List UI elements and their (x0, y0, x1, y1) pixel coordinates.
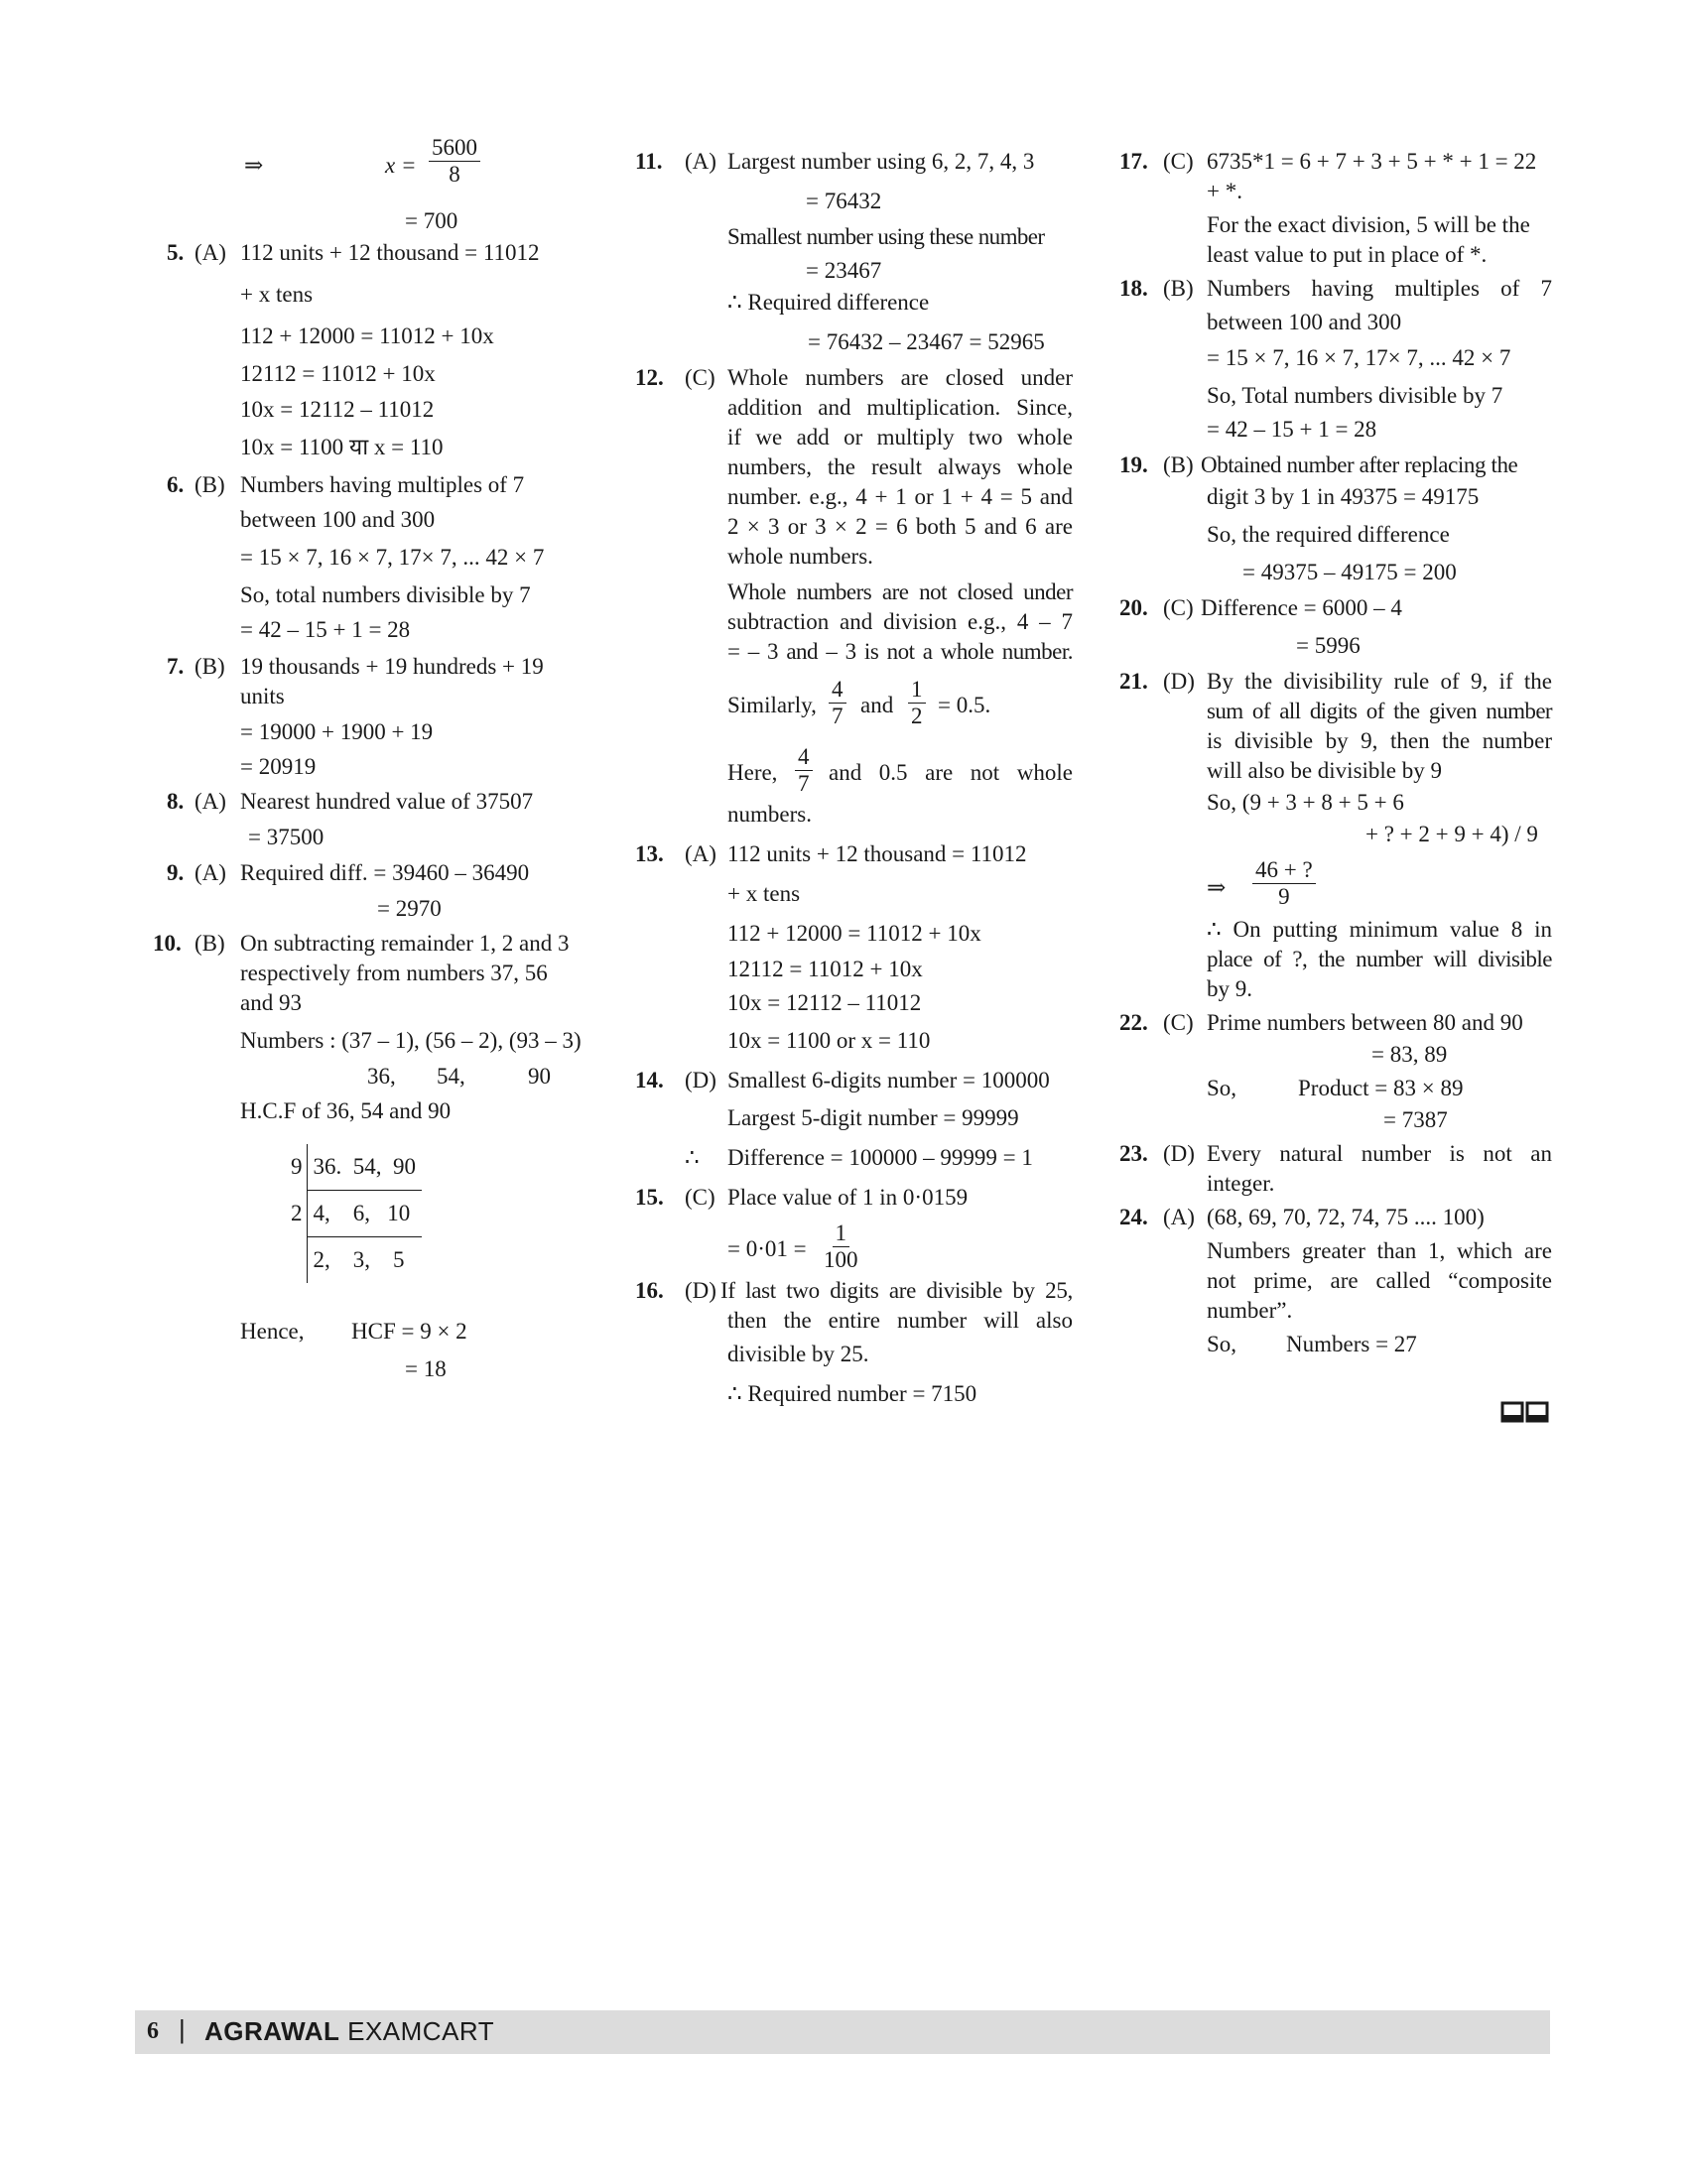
question-number: 5. (167, 240, 185, 265)
line: ∴ Required difference (727, 290, 930, 315)
question-number: 15. (635, 1185, 664, 1210)
fraction-denominator: 7 (798, 771, 810, 796)
answer-16 (635, 1276, 1077, 1306)
line: ∴ On putting minimum value 8 in (1207, 917, 1552, 942)
line: = 15 × 7, 16 × 7, 17× 7, ... 42 × 7 (240, 545, 545, 570)
answer-option: (B) (1163, 452, 1194, 477)
line: = 700 (405, 208, 458, 233)
answer-19 (1119, 450, 1556, 480)
text: Similarly, (727, 693, 817, 717)
answer-option: (A) (195, 860, 226, 885)
implies-symbol: ⇒ (244, 153, 264, 178)
line: = 42 – 15 + 1 = 28 (1207, 417, 1377, 442)
line: = 5996 (1296, 633, 1361, 658)
line: digit 3 by 1 in 49375 = 49175 (1207, 484, 1480, 509)
text: Difference = 100000 – 99999 = 1 (727, 1145, 1033, 1170)
answer-option: (C) (685, 1185, 715, 1210)
line: = 18 (405, 1356, 447, 1381)
text: 19 thousands + 19 hundreds + 19 (240, 654, 544, 679)
answer-option: (A) (685, 841, 716, 866)
question-number: 9. (167, 860, 185, 885)
answer-option: (C) (1163, 595, 1194, 620)
line: H.C.F of 36, 54 and 90 (240, 1098, 452, 1123)
answer-option: (D) (685, 1278, 716, 1303)
line: 10x = 12112 – 11012 (240, 397, 435, 422)
question-number: 10. (153, 931, 182, 956)
text: On subtracting remainder 1, 2 and 3 (240, 931, 570, 956)
text: Largest number using 6, 2, 7, 4, 3 (727, 149, 1035, 174)
fraction-numerator: 5600 (429, 135, 480, 162)
column-2 (635, 139, 1077, 1409)
page-number: 6 (147, 2018, 159, 2044)
line: 112 + 12000 = 11012 + 10x (727, 921, 981, 946)
line: ∴ Required number = 7150 (727, 1381, 977, 1406)
line: So, total numbers divisible by 7 (240, 582, 531, 607)
answer-option: (A) (195, 789, 226, 814)
answer-option: (B) (195, 472, 225, 497)
fraction-numerator: 46 + ? (1252, 857, 1316, 884)
line: is divisible by 9, then the number (1207, 728, 1552, 753)
line: + *. (1207, 179, 1242, 203)
text: Hence, (240, 1319, 305, 1344)
line: = 49375 – 49175 = 200 (1242, 560, 1457, 584)
text: Nearest hundred value of 37507 (240, 789, 534, 814)
answer-option: (D) (1163, 669, 1195, 694)
line: 2 × 3 or 3 × 2 = 6 both 5 and 6 are (727, 514, 1073, 539)
question-number: 17. (1119, 149, 1148, 174)
line: between 100 and 300 (240, 507, 436, 532)
line: So, Total numbers divisible by 7 (1207, 383, 1503, 408)
answer-option: (A) (1163, 1205, 1195, 1229)
text: Product = 83 × 89 (1298, 1076, 1464, 1100)
line: numbers. (727, 802, 812, 827)
text: By the divisibility rule of 9, if the (1207, 669, 1552, 694)
line: So, the required difference (1207, 522, 1450, 547)
fraction-numerator: 1 (908, 677, 926, 704)
line: then the entire number will also (727, 1308, 1073, 1333)
text: Numbers having multiples of 7 (240, 472, 525, 497)
question-number: 24. (1119, 1205, 1148, 1229)
implies-symbol: ⇒ (1207, 875, 1227, 900)
text: 90 (528, 1064, 551, 1089)
answer-option: (B) (195, 931, 225, 956)
line: 10x = 12112 – 11012 (727, 990, 922, 1015)
text: 112 units + 12 thousand = 11012 (240, 240, 540, 265)
dividend-row: 36. 54, 90 (307, 1144, 422, 1191)
line: Numbers greater than 1, which are (1207, 1238, 1552, 1263)
line: Smallest number using these number (727, 224, 1045, 249)
answer-7 (149, 652, 585, 682)
fraction (821, 1220, 861, 1273)
text: 6735*1 = 6 + 7 + 3 + 5 + * + 1 = 22 (1207, 149, 1537, 174)
text: = 0·01 = (727, 1236, 807, 1261)
line: if we add or multiply two whole (727, 425, 1073, 450)
fraction (795, 744, 813, 797)
brand-part-1: AGRAWAL (204, 2016, 340, 2046)
text: = 0.5. (938, 693, 991, 717)
end-of-section-icon (1500, 1401, 1550, 1423)
fraction (829, 677, 846, 729)
line: by 9. (1207, 976, 1252, 1001)
text: 112 units + 12 thousand = 11012 (727, 841, 1027, 866)
line: = 20919 (240, 754, 317, 779)
line: So, (9 + 3 + 8 + 5 + 6 (1207, 790, 1404, 815)
line: and 93 (240, 990, 302, 1015)
fraction (429, 135, 480, 188)
column-1 (149, 135, 585, 1384)
answer-15 (635, 1183, 1077, 1213)
line: divisible by 25. (727, 1342, 869, 1366)
line: subtraction and division e.g., 4 – 7 (727, 609, 1073, 634)
answer-12 (635, 363, 1077, 393)
dividend-row: 4, 6, 10 (307, 1191, 422, 1237)
line (149, 1062, 585, 1092)
answer-21 (1119, 667, 1556, 697)
text: Place value of 1 in 0·0159 (727, 1185, 969, 1210)
text: Required diff. = 39460 – 36490 (240, 860, 530, 885)
line: sum of all digits of the given number (1207, 699, 1552, 723)
fraction-denominator: 7 (832, 704, 844, 728)
line: = 76432 – 23467 = 52965 (808, 329, 1045, 354)
text: Whole numbers are closed under (727, 365, 1073, 390)
line: 12112 = 11012 + 10x (240, 361, 436, 386)
text: 36, (367, 1064, 396, 1089)
line: = – 3 and – 3 is not a whole number. (727, 639, 1073, 664)
line: = 76432 (806, 189, 882, 213)
line: + x tens (727, 881, 801, 906)
line (1119, 1330, 1556, 1359)
text: Numbers = 27 (1286, 1332, 1417, 1356)
text: So, (1207, 1332, 1237, 1356)
line: integer. (1207, 1171, 1275, 1196)
line: 10x = 1100 or x = 110 (727, 1028, 931, 1053)
line: least value to put in place of *. (1207, 242, 1488, 267)
fraction-numerator: 4 (829, 677, 846, 704)
footer-separator: | (179, 2014, 186, 2044)
line: numbers, the result always whole (727, 454, 1073, 479)
line: = 42 – 15 + 1 = 28 (240, 617, 411, 642)
question-number: 11. (635, 149, 663, 174)
answer-option: (D) (1163, 1141, 1195, 1166)
line (1119, 1074, 1556, 1103)
text: Every natural number is not an (1207, 1141, 1552, 1166)
answer-17 (1119, 147, 1556, 177)
line: For the exact division, 5 will be the (1207, 212, 1530, 237)
dividend-row: 2, 3, 5 (313, 1247, 405, 1272)
line: = 7387 (1383, 1107, 1448, 1132)
brand-part-2: EXAMCART (339, 2016, 495, 2046)
answer-option: (D) (685, 1068, 716, 1092)
answer-8 (149, 787, 585, 817)
question-number: 8. (167, 789, 185, 814)
brand-logo (204, 2016, 494, 2046)
answer-13 (635, 839, 1077, 869)
question-number: 12. (635, 365, 664, 390)
text: and (860, 693, 894, 717)
question-number: 21. (1119, 669, 1148, 694)
answer-23 (1119, 1139, 1556, 1169)
text: So, (1207, 1076, 1237, 1100)
therefore-symbol: ∴ (685, 1145, 700, 1170)
division-table (285, 1144, 422, 1283)
fraction-denominator: 2 (911, 704, 923, 728)
divisor-empty (285, 1237, 307, 1284)
fraction-denominator: 9 (1278, 884, 1290, 909)
divisor: 2 (285, 1191, 307, 1237)
line: addition and multiplication. Since, (727, 395, 1073, 420)
divisor: 9 (285, 1144, 307, 1191)
answer-option: (C) (1163, 149, 1194, 174)
line (727, 1219, 1077, 1274)
line: = 15 × 7, 16 × 7, 17× 7, ... 42 × 7 (1207, 345, 1511, 370)
line (1119, 855, 1556, 911)
answer-option: (B) (1163, 276, 1194, 301)
line: Numbers : (37 – 1), (56 – 2), (93 – 3) (240, 1028, 582, 1053)
question-number: 19. (1119, 452, 1148, 477)
text: 54, (437, 1064, 465, 1089)
answer-11 (635, 147, 1077, 177)
question-number: 13. (635, 841, 664, 866)
fraction-numerator: 4 (795, 744, 813, 771)
text: Prime numbers between 80 and 90 (1207, 1010, 1523, 1035)
answer-20 (1119, 593, 1556, 623)
fraction-denominator: 8 (449, 162, 460, 187)
text: and 0.5 are not whole (829, 760, 1073, 785)
question-number: 20. (1119, 595, 1148, 620)
question-number: 22. (1119, 1010, 1148, 1035)
question-number: 6. (167, 472, 185, 497)
column-3 (1119, 139, 1556, 1359)
answer-24 (1119, 1203, 1556, 1232)
answer-option: (A) (685, 149, 716, 174)
line: + x tens (240, 282, 314, 307)
text: Smallest 6-digits number = 100000 (727, 1068, 1050, 1092)
page-footer (135, 2010, 1550, 2054)
answer-option: (C) (1163, 1010, 1194, 1035)
answer-5 (149, 238, 585, 268)
question-number: 14. (635, 1068, 664, 1092)
line: number”. (1207, 1298, 1293, 1323)
answer-6 (149, 470, 585, 500)
line: between 100 and 300 (1207, 310, 1402, 334)
line: not prime, are called “composite (1207, 1268, 1552, 1293)
fraction-numerator: 1 (833, 1220, 850, 1247)
text: Difference = 6000 – 4 (1201, 595, 1402, 620)
text: Obtained number after replacing the (1201, 452, 1518, 477)
fraction-denominator: 100 (824, 1247, 858, 1272)
answer-14 (635, 1066, 1077, 1095)
line: = 2970 (377, 896, 442, 921)
line: Largest 5-digit number = 99999 (727, 1105, 1019, 1130)
text: Here, (727, 760, 778, 785)
text: HCF = 9 × 2 (351, 1319, 467, 1344)
question-number: 7. (167, 654, 185, 679)
line (149, 135, 585, 191)
answer-option: (B) (195, 654, 225, 679)
line: place of ?, the number will divisible (1207, 947, 1552, 971)
line: = 19000 + 1900 + 19 (240, 719, 434, 744)
line (635, 1143, 1077, 1173)
answer-option: (A) (195, 240, 226, 265)
question-number: 16. (635, 1278, 664, 1303)
line (727, 742, 1077, 798)
line: = 37500 (248, 825, 325, 849)
answer-18 (1119, 274, 1556, 304)
line: 112 + 12000 = 11012 + 10x (240, 323, 494, 348)
answer-10 (149, 929, 585, 959)
line: + ? + 2 + 9 + 4) / 9 (1365, 822, 1538, 846)
answer-option: (C) (685, 365, 715, 390)
fraction (1252, 857, 1316, 910)
line: units (240, 684, 285, 708)
text: (68, 69, 70, 72, 74, 75 .... 100) (1207, 1205, 1485, 1229)
answer-9 (149, 858, 585, 888)
line (727, 677, 1077, 732)
line: whole numbers. (727, 544, 873, 569)
line: 12112 = 11012 + 10x (727, 957, 923, 981)
question-number: 23. (1119, 1141, 1148, 1166)
answer-22 (1119, 1008, 1556, 1038)
line: will also be divisible by 9 (1207, 758, 1443, 783)
question-number: 18. (1119, 276, 1148, 301)
line: number. e.g., 4 + 1 or 1 + 4 = 5 and (727, 484, 1073, 509)
fraction (908, 677, 926, 729)
line: respectively from numbers 37, 56 (240, 961, 548, 985)
text: If last two digits are divisible by 25, (720, 1278, 1073, 1303)
line: 10x = 1100 या x = 110 (240, 435, 444, 459)
line: = 23467 (806, 258, 882, 283)
line (149, 1317, 585, 1347)
equation-lhs: x = (385, 153, 417, 178)
line: = 83, 89 (1371, 1042, 1448, 1067)
text: Numbers having multiples of 7 (1207, 276, 1552, 301)
line: Whole numbers are not closed under (727, 579, 1073, 604)
